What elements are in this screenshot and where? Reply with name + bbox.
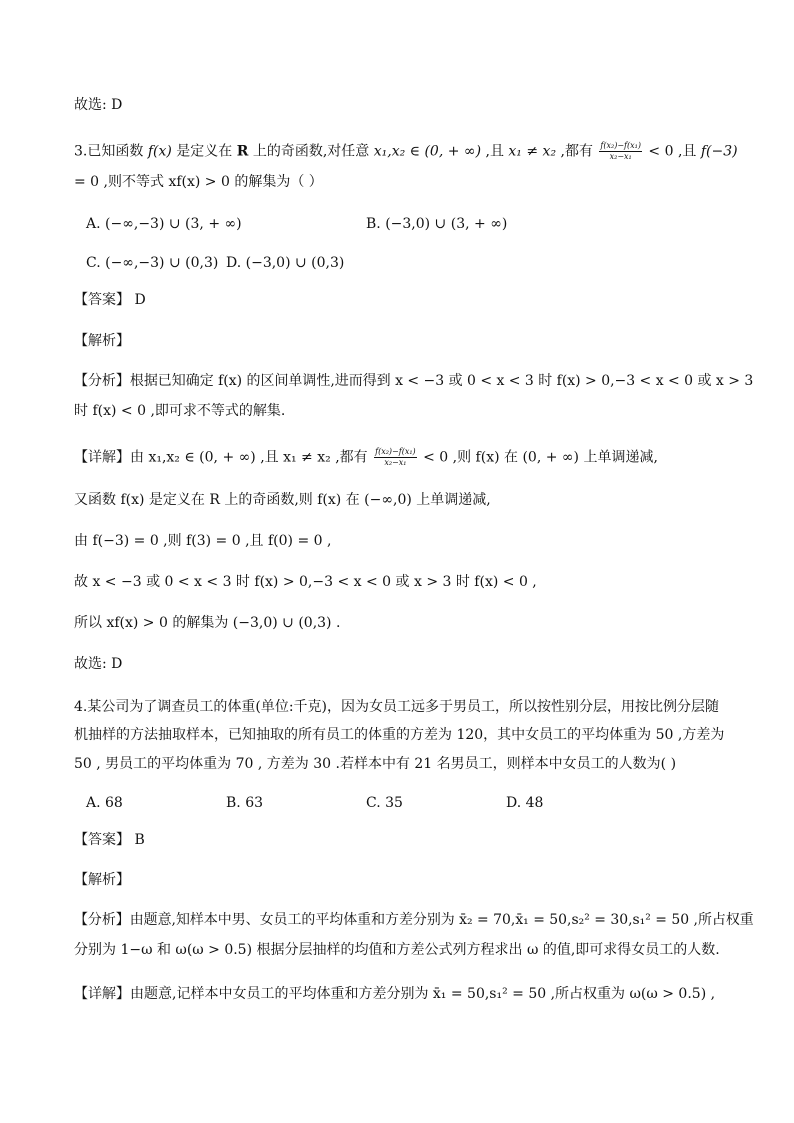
q3-option-b: B. (−3,0) ∪ (3, + ∞) xyxy=(366,216,508,232)
q4-fenxi-line-1: 【分析】由题意,知样本中男、女员工的平均体重和方差分别为 x̄₂ = 70,x̄₁ = 50,s₂² = 30,s₁² = 50 ,所占权重 xyxy=(74,912,754,928)
q3-detail-line-4: 故 x < −3 或 0 < x < 3 时 f(x) > 0,−3 < x < 0 或 x > 3 时 f(x) < 0 , xyxy=(74,574,537,590)
q3-options-row-2 xyxy=(86,253,734,273)
q3-answer: 【答案】 D xyxy=(74,292,146,308)
q4-stem-line-2: 机抽样的方法抽取样本，已知抽取的所有员工的体重的方差为 120，其中女员工的平均体重为 50 ,方差为 xyxy=(74,727,725,743)
q4-fenxi-line-2: 分别为 1−ω 和 ω(ω > 0.5) 根据分层抽样的均值和方差公式列方程求出 ω 的值,即可求得女员工的人数. xyxy=(74,942,720,958)
q4-option-a: A. 68 xyxy=(86,795,123,811)
q4-answer: 【答案】 B xyxy=(74,832,145,848)
fraction-denominator: x₂−x₁ xyxy=(384,458,407,467)
q3-detail-line-3: 由 f(−3) = 0 ,则 f(3) = 0 ,且 f(0) = 0 , xyxy=(74,533,332,549)
q3-stem-line-1 xyxy=(74,141,738,162)
q3-fenxi-line-2: 时 f(x) < 0 ,即可求不等式的解集. xyxy=(74,403,286,419)
q3-stem-line-2: = 0 ,则不等式 xf(x) > 0 的解集为（ ） xyxy=(74,174,323,190)
q3-stem-part: 上的奇函数,对任意 xyxy=(248,143,374,160)
q3-vars: x₁,x₂ ∈ (0, + ∞) xyxy=(373,143,482,160)
fraction-numerator: f(x₂)−f(x₁) xyxy=(600,141,641,150)
q4-option-d: D. 48 xyxy=(506,795,544,811)
q3-stem-part: ,且 xyxy=(481,143,509,160)
q4-options-row xyxy=(86,793,734,813)
q3-stem-part: < 0 ,且 xyxy=(643,143,701,160)
q3-fraction xyxy=(599,141,642,162)
q3-option-d: D. (−3,0) ∪ (0,3) xyxy=(226,255,345,271)
fraction-numerator: f(x₂)−f(x₁) xyxy=(375,447,416,456)
q3-stem-part: 3.已知函数 xyxy=(74,143,148,160)
q3-stem-part: ,都有 xyxy=(556,143,598,160)
q3-options-row-1 xyxy=(86,214,734,234)
q3-detail-line-2: 又函数 f(x) 是定义在 R 上的奇函数,则 f(x) 在 (−∞,0) 上单调递减, xyxy=(74,492,491,508)
q3-option-c: C. (−∞,−3) ∪ (0,3) xyxy=(86,255,219,271)
q4-option-b: B. 63 xyxy=(226,795,264,811)
q3-final-answer: 故选: D xyxy=(74,656,123,672)
previous-answer-line: 故选: D xyxy=(74,97,123,113)
q3-stem-part: 是定义在 xyxy=(171,143,237,160)
fraction-denominator: x₂−x₁ xyxy=(609,152,632,161)
q3-f-minus3: f(−3) xyxy=(700,143,738,160)
q4-stem-line-1: 4.某公司为了调查员工的体重(单位:千克)，因为女员工远多于男员工，所以按性别分层，用按比例分层随 xyxy=(74,699,719,715)
q4-detail-line-1: 【详解】由题意,记样本中女员工的平均体重和方差分别为 x̄₁ = 50,s₁² = 50 ,所占权重为 ω(ω > 0.5) , xyxy=(74,986,716,1002)
q4-option-c: C. 35 xyxy=(366,795,403,811)
q3-fenxi-line-1: 【分析】根据已知确定 f(x) 的区间单调性,进而得到 x < −3 或 0 < x < 3 时 f(x) > 0,−3 < x < 0 或 x > 3 xyxy=(74,373,754,389)
q3-detail-line-1 xyxy=(74,447,734,468)
q3-neq: x₁ ≠ x₂ xyxy=(508,143,557,160)
q4-stem-line-3: 50 , 男员工的平均体重为 70 , 方差为 30 .若样本中有 21 名男员工，则样本中女员工的人数为( ) xyxy=(74,756,677,772)
q3-detail-line-5: 所以 xf(x) > 0 的解集为 (−3,0) ∪ (0,3) . xyxy=(74,615,341,631)
q3-analysis-heading: 【解析】 xyxy=(74,333,130,349)
q4-analysis-heading: 【解析】 xyxy=(74,872,130,888)
q3-detail-part: < 0 ,则 f(x) 在 (0, + ∞) 上单调递减, xyxy=(418,449,658,466)
q3-detail-part: 【详解】由 x₁,x₂ ∈ (0, + ∞) ,且 x₁ ≠ x₂ ,都有 xyxy=(74,449,373,466)
q3-fx: f(x) xyxy=(147,143,172,160)
q3-option-a: A. (−∞,−3) ∪ (3, + ∞) xyxy=(86,216,242,232)
q3-real-set: R xyxy=(236,143,249,160)
q3-detail-fraction xyxy=(374,447,417,468)
